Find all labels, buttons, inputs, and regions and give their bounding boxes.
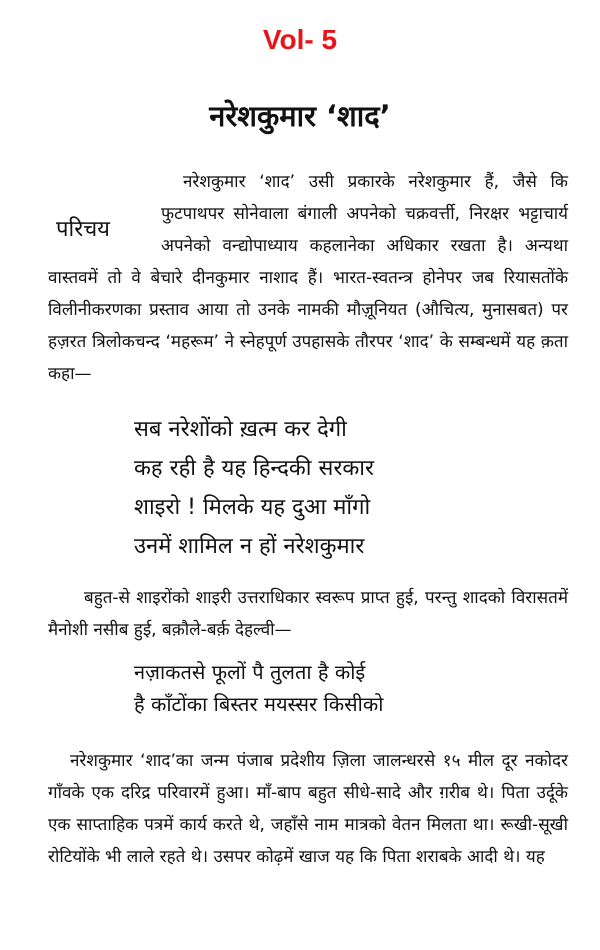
second-paragraph: बहुत-से शाइरोंको शाइरी उत्तराधिकार स्वरूप प्राप्त हुई, परन्तु शादको विरासतमें मैनोशी नसीब हुई, बक़ौले-बर्क़ देहल्वी— xyxy=(48,588,568,640)
couplet-line: शाइरो ! मिलके यह दुआ माँगो xyxy=(134,495,371,520)
couplet-line: है काँटोंका बिस्तर मयस्सर किसीको xyxy=(134,692,384,716)
volume-label: Vol- 5 xyxy=(262,24,338,55)
couplet-2 xyxy=(134,656,464,720)
couplet-line: सब नरेशोंको ख़त्म कर देगी xyxy=(134,417,347,442)
intro-paragraph-text: नरेशकुमार ‘शाद’ उसी प्रकारके नरेशकुमार हैं, जैसे कि फुटपाथपर सोनेवाला बंगाली अपनेको चक्रवर्त्ती, निरक्षर भट्टाचार्य अपनेको वन्द्योपाध्याय कहलानेका अधिकार रखता है। अन्यथा वास्तवमें तो वे बेचारे दीनकुमार नाशाद हैं। भारत-स्वतन्त्र होनेपर जब रियासतोंके विलीनीकरणका प्रस्ताव आया तो उनके नामकी मौज़ूनियत (औचित्य, मुनासबत) पर हज़रत त्रिलोकचन्द ‘महरूम’ ने स्नेहपूर्ण उपहासके तौरपर ‘शाद’ के सम्बन्धमें यह क़ता कहा— xyxy=(48,172,568,384)
intro-paragraph xyxy=(48,166,568,390)
couplet-line: कह रही है यह हिन्दकी सरकार xyxy=(134,456,374,481)
couplet-1 xyxy=(134,410,464,566)
third-paragraph: नरेशकुमार ‘शाद’का जन्म पंजाब प्रदेशीय ज़िला जालन्धरसे १५ मील दूर नकोदर गाँवके एक दरिद्र परिवारमें हुआ। माँ-बाप बहुत सीधे-सादे और ग़रीब थे। पिता उर्दूके एक साप्ताहिक पत्रमें कार्य करते थे, जहाँसे नाम मात्रको वेतन मिलता था। रूखी-सूखी रोटियोंके भी लाले रहते थे। उसपर कोढ़में खाज यह कि पिता शराबके आदी थे। यह xyxy=(48,751,568,867)
page-title: नरेशकुमार ‘शाद’ xyxy=(209,99,391,133)
couplet-line: नज़ाकतसे फूलों पै तुलता है कोई xyxy=(134,660,366,684)
couplet-line: उनमें शामिल न हों नरेशकुमार xyxy=(134,534,365,559)
side-heading: परिचय xyxy=(56,217,110,242)
